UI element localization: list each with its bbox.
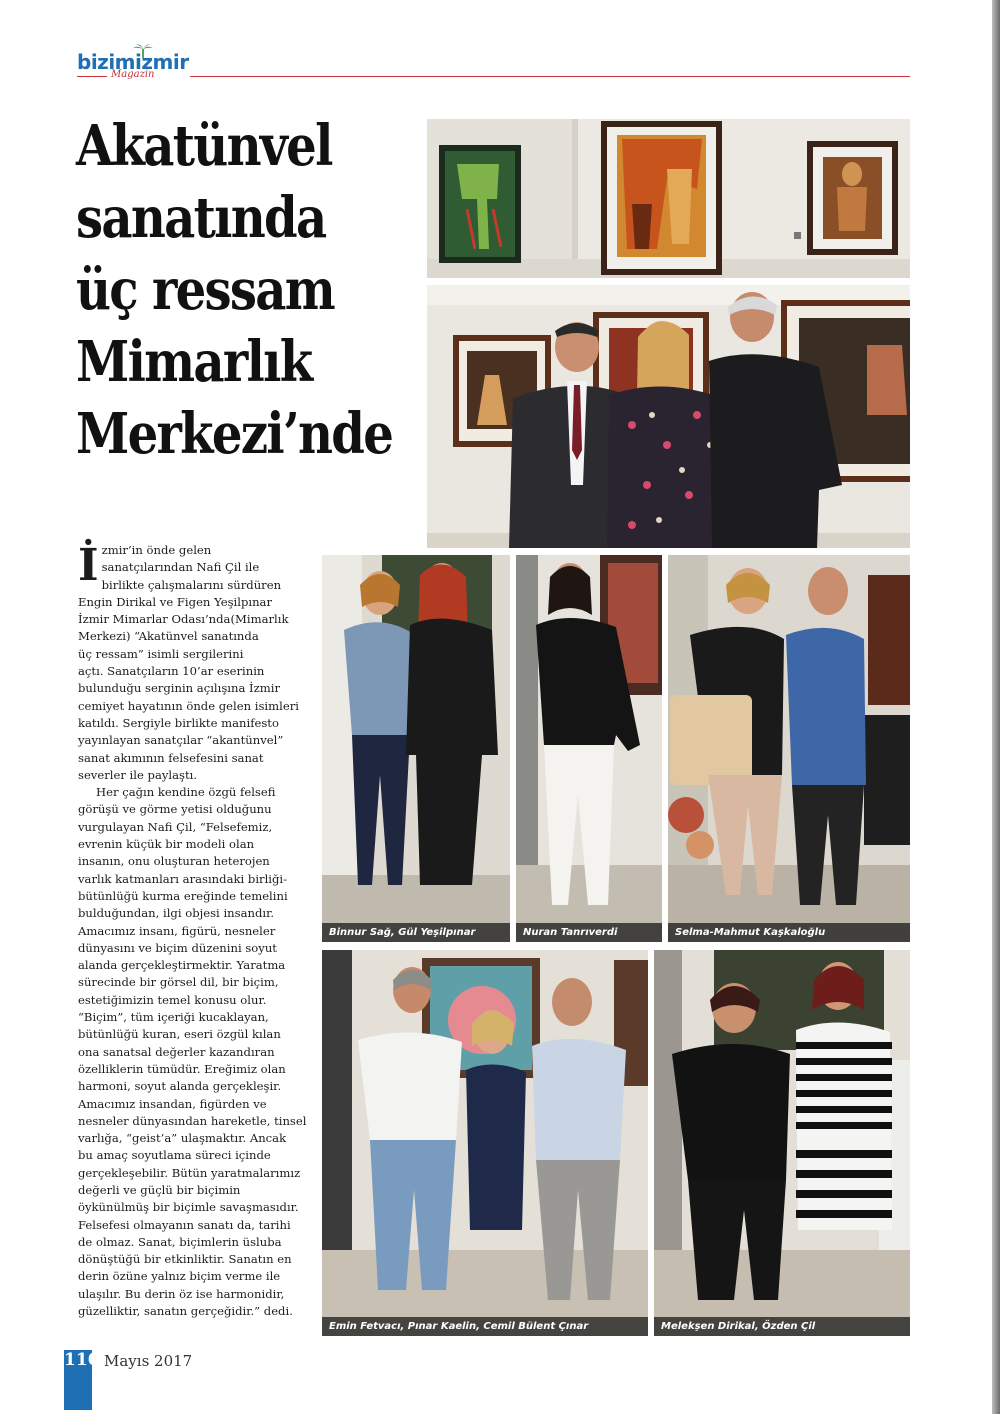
- header-rule: [190, 76, 910, 77]
- text-line: harmoni, soyut alanda gerçekleşir.: [78, 1079, 282, 1094]
- text-line: bulduğundan, ilgi objesi insandır.: [78, 906, 275, 921]
- text-line: alanda gerçekleştirmektir. Yaratma: [78, 958, 286, 973]
- photo7-caption: Melekşen Dirikal, Özden Çil: [654, 1317, 910, 1336]
- text-line: cemiyet hayatının önde gelen isimleri: [78, 698, 299, 713]
- header-rule-left: [77, 76, 107, 77]
- text-line: Her çağın kendine özgü felsefi: [96, 785, 276, 800]
- photo-three-artists: [427, 285, 910, 548]
- title-line-1: Akatünvel: [76, 113, 332, 179]
- text-line: varlık katmanları arasındaki birliği-: [78, 871, 288, 886]
- text-line: sürecinde bir görsel dil, bir biçim,: [78, 975, 279, 990]
- photo-meleksen-ozden: [654, 950, 910, 1336]
- text-line: yayınlayan sanatçılar “akantünvel”: [78, 733, 284, 748]
- photo4-caption: Nuran Tanrıverdi: [516, 923, 662, 942]
- text-line: güzelliktir, sanatın gerçeğidir.” dedi.: [78, 1304, 293, 1319]
- magazine-logo: [77, 44, 217, 84]
- photo5-image: [668, 555, 910, 942]
- photo-selma-mahmut: [668, 555, 910, 942]
- text-line: öykünülmüş bir biçimle savaşmasıdır.: [78, 1200, 299, 1215]
- brand-part-1: bizim: [77, 50, 136, 74]
- text-line: üç ressam” isimli sergilerini: [78, 646, 244, 661]
- brand-subtitle: Magazin: [111, 69, 155, 80]
- text-line: varlığa, “geist’a” ulaşmaktır. Ancak: [78, 1131, 287, 1146]
- photo-nuran: [516, 555, 662, 942]
- text-line: dönüştüğü bir etkinliktir. Sanatın en: [78, 1252, 292, 1267]
- title-line-4: Mimarlık: [76, 329, 312, 395]
- title-line-5: Merkezi’nde: [76, 401, 393, 467]
- text-line: değerli ve güçlü bir biçimin: [78, 1182, 241, 1197]
- text-line: insanın, onu oluşturan heterojen: [78, 854, 270, 869]
- photo7-image: [654, 950, 910, 1336]
- text-line: vurgulayan Nafi Çil, “Felsefemiz,: [78, 819, 273, 834]
- artists-photo-image: [427, 285, 910, 548]
- title-line-2: sanatında: [76, 185, 326, 251]
- text-line: estetiğimizin temel konusu olur.: [78, 992, 267, 1007]
- text-line: evrenin küçük bir modeli olan: [78, 837, 255, 852]
- text-line: özelliklerin tümüdür. Ereğimiz olan: [78, 1061, 286, 1076]
- text-line: Amacımız insanı, figürü, nesneler: [78, 923, 276, 938]
- text-line: zmir’in önde gelen: [101, 543, 212, 557]
- text-line: nesneler dünyasından hareketle, tinsel: [78, 1113, 307, 1128]
- paragraph-2: [78, 784, 310, 1320]
- photo3-caption: Binnur Sağ, Gül Yeşilpınar: [322, 923, 510, 942]
- palm-icon: [132, 44, 154, 58]
- text-line: bulunduğu serginin açılışına İzmir: [78, 681, 280, 696]
- text-line: de olmaz. Sanat, biçimlerin üsluba: [78, 1234, 282, 1249]
- text-line: sanat akımının felsefesini sanat: [78, 750, 264, 765]
- photo6-caption: Emin Fetvacı, Pınar Kaelin, Cemil Bülent Çınar: [322, 1317, 648, 1336]
- photo-binnur-gul: [322, 555, 510, 942]
- drop-cap: İ: [78, 540, 99, 591]
- text-line: katıldı. Sergiyle birlikte manifesto: [78, 715, 279, 730]
- photo5-caption: Selma-Mahmut Kaşkaloğlu: [668, 923, 910, 942]
- text-line: gerçekleşebilir. Bütün yaratmalarımız: [78, 1165, 301, 1180]
- text-line: bu amaç soyutlama süreci içinde: [78, 1148, 271, 1163]
- text-line: Engin Dirikal ve Figen Yeşilpınar: [78, 594, 273, 609]
- text-line: derin özüne yalnız biçim verme ile: [78, 1269, 281, 1284]
- photo4-image: [516, 555, 662, 942]
- text-line: birlikte çalışmalarını sürdüren: [101, 577, 282, 592]
- text-line: “Biçim”, tüm içeriği kucaklayan,: [78, 1010, 269, 1025]
- text-line: İzmir Mimarlar Odası’nda(Mimarlık: [78, 612, 289, 627]
- text-line: Amacımız insandan, figürden ve: [78, 1096, 267, 1111]
- page-edge: [992, 0, 1000, 1414]
- text-line: ulaşılır. Bu derin öz ise harmonidir,: [78, 1286, 285, 1301]
- text-line: bütünlüğü kuran, eseri özgül kılan: [78, 1027, 281, 1042]
- text-line: Felsefesi olmayanın sanatı da, tarihi: [78, 1217, 291, 1232]
- brand-part-2: izmir: [135, 50, 189, 74]
- text-line: görüşü ve görme yetisi olduğunu: [78, 802, 272, 817]
- article-body: [78, 542, 310, 1320]
- issue-date: Mayıs 2017: [104, 1352, 193, 1370]
- text-line: Merkezi) “Akatünvel sanatında: [78, 629, 259, 644]
- text-line: dünyasını ve biçim düzenini soyut: [78, 940, 277, 955]
- page-number: 116: [64, 1350, 100, 1370]
- text-line: bütünlüğü kurma ereğinde temelini: [78, 888, 288, 903]
- photo6-image: [322, 950, 648, 1336]
- text-line: sanatçılarından Nafi Çil ile: [101, 560, 260, 575]
- photo-emin-pinar-cemil: [322, 950, 648, 1336]
- paintings-photo-image: [427, 119, 910, 278]
- text-line: açtı. Sanatçıların 10’ar eserinin: [78, 664, 265, 679]
- photo3-image: [322, 555, 510, 942]
- title-line-3: üç ressam: [76, 257, 335, 323]
- text-line: ona sanatsal değerler kazandıran: [78, 1044, 275, 1059]
- text-line: severler ile paylaştı.: [78, 767, 198, 782]
- article-title: [76, 110, 426, 470]
- photo-paintings: [427, 119, 910, 278]
- paragraph-1: [78, 542, 310, 784]
